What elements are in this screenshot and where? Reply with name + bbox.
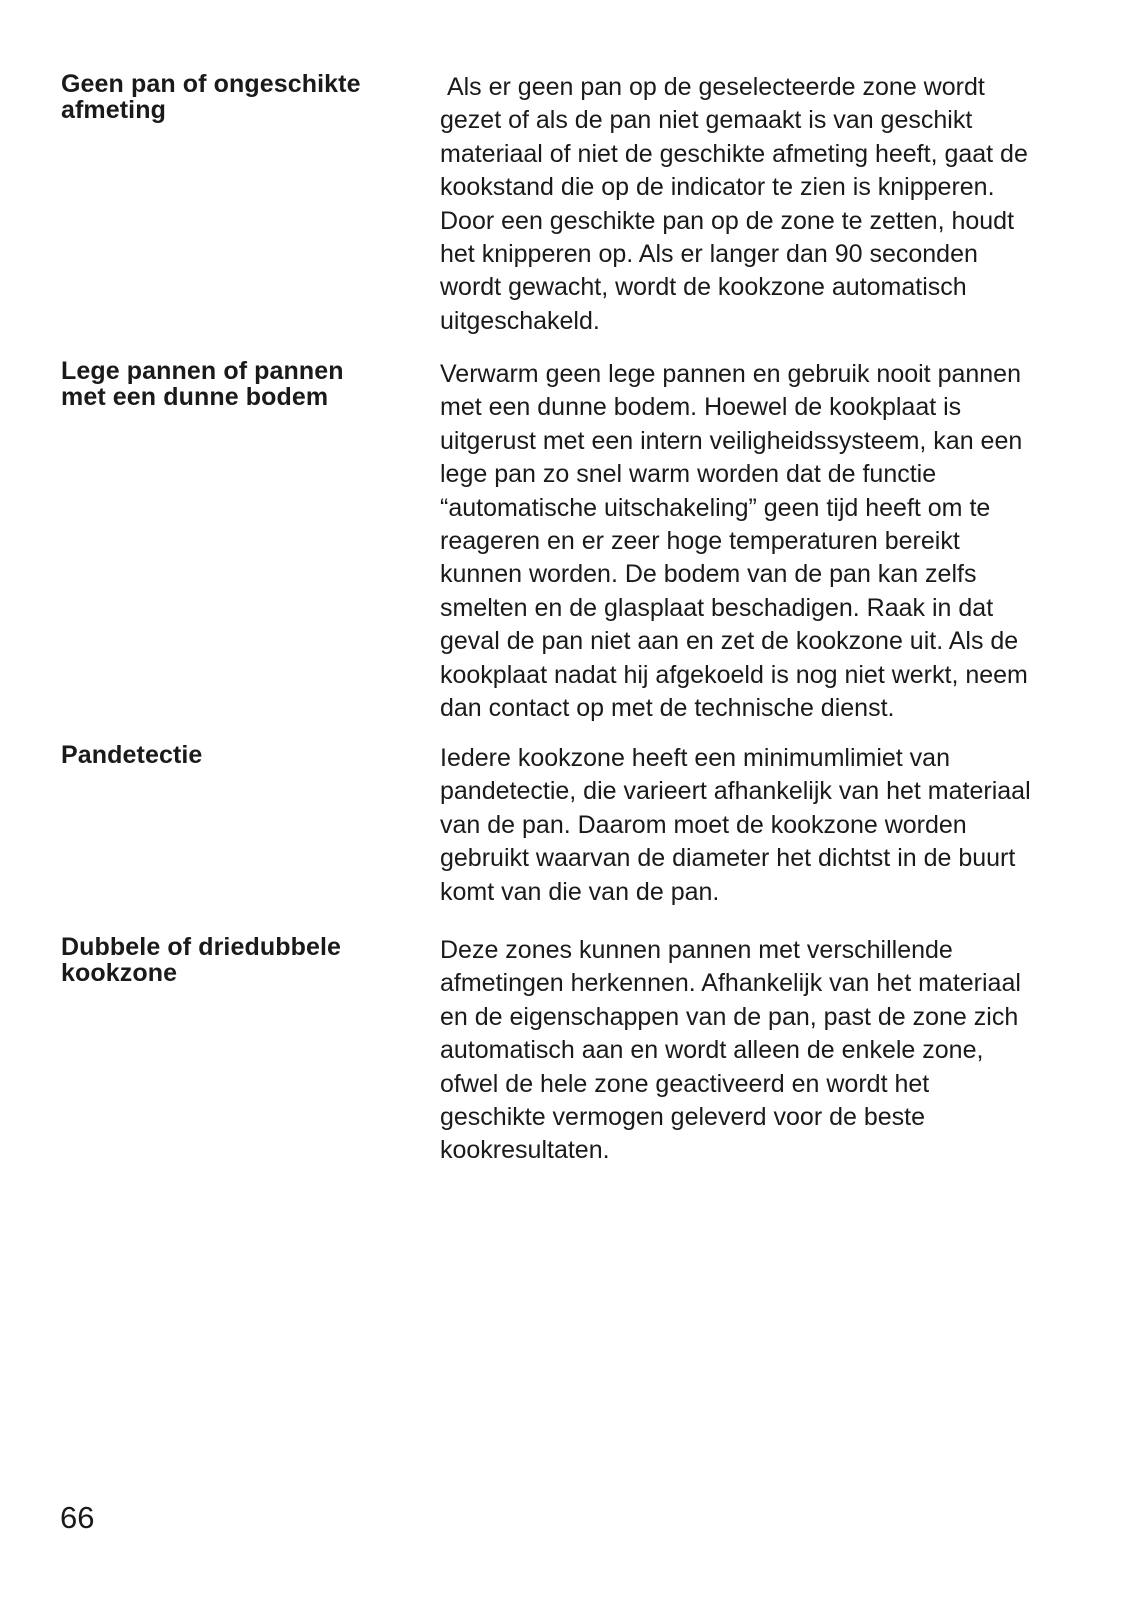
body-line: geschikte vermogen geleverd voor de beste [440,1103,926,1132]
heading-line: kookzone [61,959,178,987]
body-line: ofwel de hele zone geactiveerd en wordt het [440,1069,930,1098]
heading-line: afmeting [61,96,166,124]
body-line: Door een geschikte pan op de zone te zetten, houdt [440,206,1015,235]
body-line: wordt gewacht, wordt de kookzone automatisch [440,273,967,302]
section-body [440,71,1070,338]
section-body [440,934,1070,1168]
heading-line: Pandetectie [61,741,203,769]
page-number: 66 [60,1500,95,1535]
section-heading [61,934,401,986]
body-line: kookplaat nadat hij afgekoeld is nog niet werkt, neem [440,660,1028,689]
body-line: afmetingen herkennen. Afhankelijk van het materiaal [440,969,1021,998]
body-line: uitgeschakeld. [440,306,600,335]
heading-line: Lege pannen of pannen [61,357,344,385]
body-line: Deze zones kunnen pannen met verschillende [440,936,953,964]
body-line: kunnen worden. De bodem van de pan kan zelfs [440,560,977,589]
body-line: en de eigenschappen van de pan, past de zone zich [440,1002,1019,1031]
section-heading [61,71,401,123]
body-line: dan contact op met de technische dienst. [440,694,895,723]
body-line: kookstand die op de indicator te zien is knipperen. [440,173,995,202]
body-line: “automatische uitschakeling” geen tijd heeft om te [440,493,991,522]
body-line: kookresultaten. [440,1136,610,1165]
body-line: geval de pan niet aan en zet de kookzone uit. Als de [440,627,1019,656]
heading-line: Geen pan of ongeschikte [61,70,361,98]
body-line: uitgerust met een intern veiligheidssysteem, kan een [440,426,1023,455]
heading-line: Dubbele of driedubbele [61,933,341,961]
body-line: reageren en er zeer hoge temperaturen bereikt [440,527,960,556]
body-line: lege pan zo snel warm worden dat de functie [440,460,937,489]
body-line: met een dunne bodem. Hoewel de kookplaat is [440,393,962,422]
body-line: het knipperen op. Als er langer dan 90 seconden [440,240,978,269]
heading-line: met een dunne bodem [61,383,329,411]
body-line: automatisch aan en wordt alleen de enkele zone, [440,1036,984,1065]
body-line: van de pan. Daarom moet de kookzone worden [440,810,967,839]
section-heading [61,742,401,768]
section-body [440,742,1070,909]
body-line: materiaal of niet de geschikte afmeting heeft, gaat de [440,139,1028,168]
body-line: smelten en de glasplaat beschadigen. Raak in dat [440,593,994,622]
body-line: Verwarm geen lege pannen en gebruik nooit pannen [440,360,1021,388]
section-body [440,358,1070,725]
body-line: Iedere kookzone heeft een minimumlimiet van [440,744,950,772]
body-line: pandetectie, die varieert afhankelijk van het materiaal [440,777,1031,806]
body-line: gezet of als de pan niet gemaakt is van geschikt [440,106,973,135]
section-heading [61,358,401,410]
body-line: Als er geen pan op de geselecteerde zone wordt [440,73,985,101]
body-line: komt van die van de pan. [440,877,720,906]
body-line: gebruikt waarvan de diameter het dichtst in de buurt [440,844,1016,873]
